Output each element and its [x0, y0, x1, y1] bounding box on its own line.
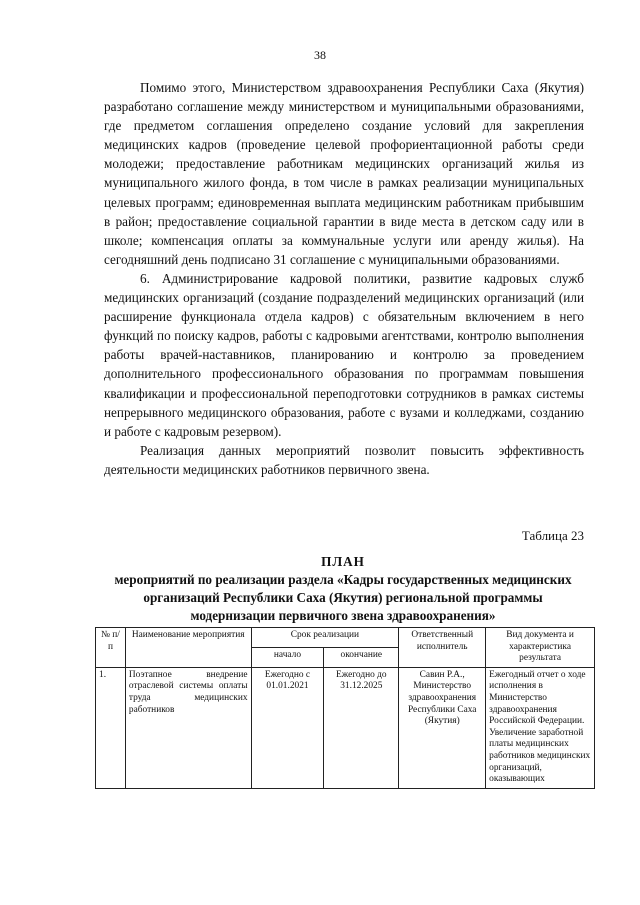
body-text — [104, 78, 584, 479]
cell-start: Ежегодно с 01.01.2021 — [251, 667, 324, 788]
plan-title — [100, 553, 586, 625]
header-document: Вид документа и характеристика результата — [486, 628, 595, 668]
header-responsible: Ответственный исполнитель — [399, 628, 486, 668]
plan-heading: ПЛАН — [321, 554, 365, 569]
paragraph: 6. Администрирование кадровой политики, развитие кадровых служб медицинских организаций (создание подразделений медицинских организаций (или расширение функционала отдела кадров) с обязательным включением в него функций по поиску кадров, работы с кадровыми агентствами, контролю выполнения работы врачей-наставников, планированию и контролю за проведением дополнительного профессионального образования по программам повышения квалификации и профессиональной переподготовки сотрудников в рамках системы непрерывного медицинского образования, работе с вузами и колледжами, созданию и работе с кадровым резервом). — [104, 270, 584, 439]
header-period: Срок реализации — [251, 628, 399, 648]
plan-subtitle: мероприятий по реализации раздела «Кадры государственных медицинских организаций Республики Саха (Якутия) региональной программы модернизации первичного звена здравоохранения» — [114, 572, 572, 623]
page-number: 38 — [314, 48, 326, 62]
cell-document: Ежегодный отчет о ходе исполнения в Министерство здравоохранения Российской Федерации. Увеличение заработной платы медицинских работников медицинских организаций, оказывающих — [486, 667, 595, 788]
table-row — [96, 667, 595, 788]
cell-num: 1. — [96, 667, 126, 788]
paragraph: Помимо этого, Министерством здравоохранения Республики Саха (Якутия) разработано соглашение между министерством и муниципальными образованиями, где предметом соглашения определено создание условий для закрепления медицинских кадров (проведение целевой профориентационной работы среди молодежи; предоставление работникам медицинских организаций жилья из муниципального жилого фонда, в том числе в рамках реализации муниципальных целевых программ; единовременная выплата медицинским работникам прибывшим в район; предоставление социальной гарантии в виде места в детском саду или в школе; компенсация оплаты за коммунальные услуги или аренду жилья). На сегодняшний день подписано 31 соглашение с муниципальными образованиями. — [104, 80, 584, 267]
cell-end: Ежегодно до 31.12.2025 — [324, 667, 399, 788]
header-name: Наименование мероприятия — [125, 628, 251, 668]
paragraph: Реализация данных мероприятий позволит повысить эффективность деятельности медицинских работников первичного звена. — [104, 442, 584, 477]
cell-responsible: Савин Р.А., Министерство здравоохранения Республики Саха (Якутия) — [399, 667, 486, 788]
header-start: начало — [251, 647, 324, 667]
header-end: окончание — [324, 647, 399, 667]
table-header-row — [96, 628, 595, 648]
plan-table — [95, 627, 595, 789]
header-num: № п/п — [96, 628, 126, 668]
table-caption: Таблица 23 — [521, 528, 584, 543]
cell-name: Поэтапное внедрение отраслевой системы оплаты труда медицинских работников — [125, 667, 251, 788]
